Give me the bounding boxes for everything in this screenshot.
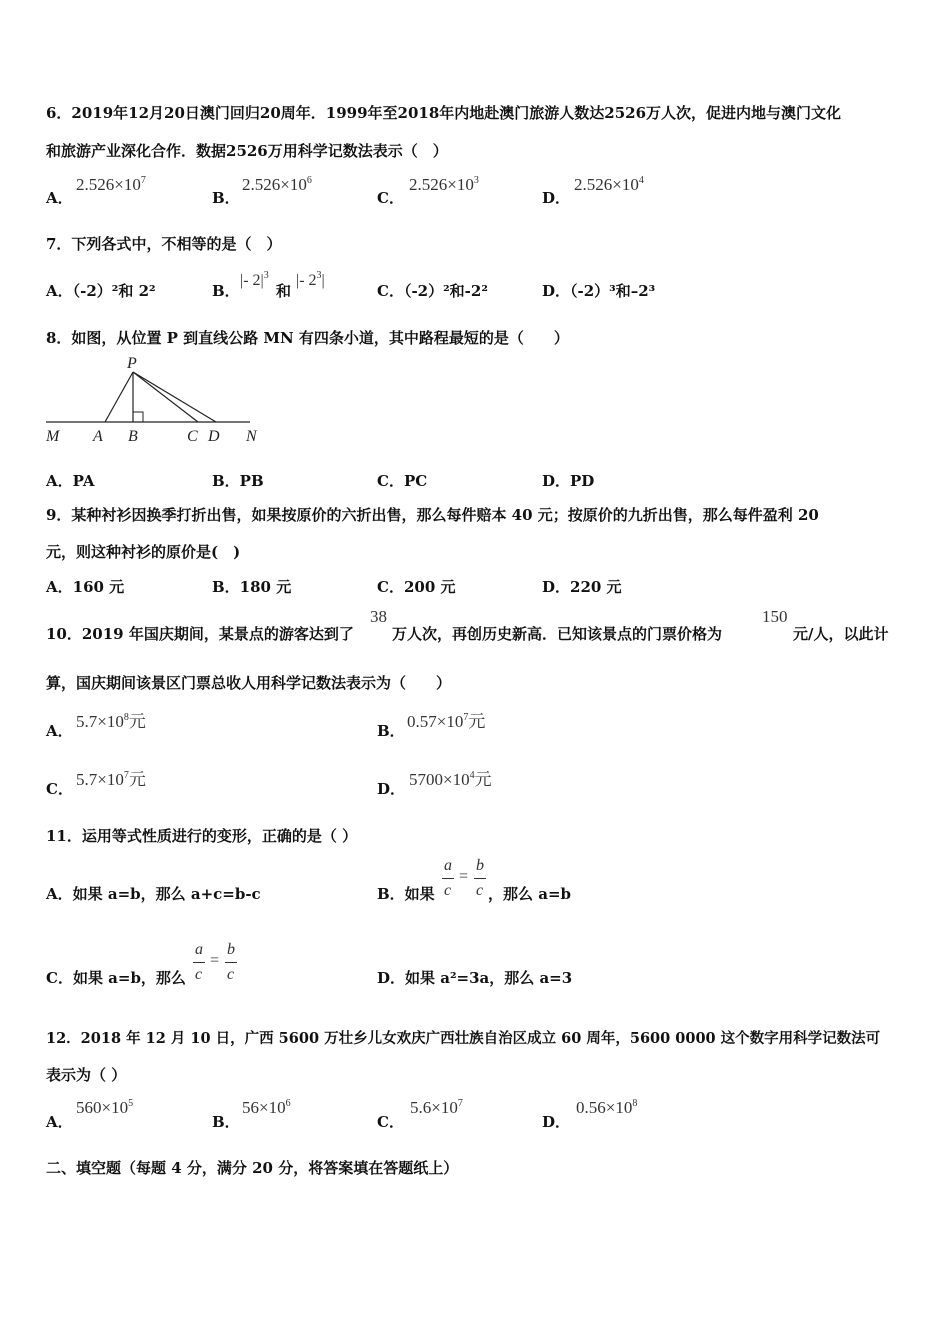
q12-option-b-label: B． <box>212 1113 240 1131</box>
point-n-label: N <box>246 428 257 445</box>
point-p-label: P <box>127 355 137 372</box>
q7-option-c: C．（-2）²和-2² <box>377 282 488 300</box>
q7-option-b-label: B． <box>212 282 240 300</box>
q8-option-c: C．PC <box>377 472 428 490</box>
q6-option-b-math: $2.526\times 10^6$ <box>242 175 312 194</box>
section-2-heading: 二、填空题（每题 4 分，满分 20 分，将答案填在答题纸上） <box>46 1159 459 1177</box>
q9-stem-line1: 9．某种衬衫因换季打折出售，如果按原价的六折出售，那么每件赔本 40 元；按原价的九折出售，那么每件盈利 20 <box>46 506 819 524</box>
q10-option-b-math: $0.57\times 10^7$元 <box>407 712 486 731</box>
q7-option-b-expr2: |- $2^3|$ <box>296 270 325 289</box>
q10-option-a-label: A． <box>46 722 73 740</box>
q11-option-c-pre: C．如果 a=b，那么 <box>46 969 186 987</box>
segment-pa <box>105 372 133 422</box>
q10-option-c-label: C． <box>46 780 73 798</box>
q11-option-c-equals: = <box>210 952 220 969</box>
q6-option-b-label: B． <box>212 189 240 207</box>
q10-stem-part2: 万人次，再创历史新高．已知该景点的门票价格为 <box>392 625 723 643</box>
q9-option-c: C．200 元 <box>377 578 456 596</box>
q11-option-b-equals: = <box>459 868 469 885</box>
q11-option-a: A．如果 a=b，那么 a+c=b-c <box>46 885 261 903</box>
q6-option-a-math: $2.526\times 10^7$ <box>76 175 146 194</box>
point-c-label: C <box>187 428 198 445</box>
q10-stem-part1: 10．2019 年国庆期间，某景点的游客达到了 <box>46 625 354 643</box>
q12-option-d-math: $0.56\times 10^8$ <box>576 1098 638 1117</box>
q8-stem: 8．如图，从位置 P 到直线公路 MN 有四条小道，其中路程最短的是（ ） <box>46 329 569 347</box>
q9-option-a: A．160 元 <box>46 578 125 596</box>
q10-option-b-label: B． <box>377 722 405 740</box>
q12-option-d-label: D． <box>542 1113 571 1131</box>
q12-stem-line2: 表示为（ ） <box>46 1066 127 1084</box>
point-a-label: A <box>93 428 103 445</box>
q11-option-b-pre: B．如果 <box>377 885 435 903</box>
q7-stem: 7．下列各式中，不相等的是（ ） <box>46 235 282 253</box>
q12-option-b-math: $56\times 10^6$ <box>242 1098 291 1117</box>
q12-option-a-math: $560\times 10^5$ <box>76 1098 134 1117</box>
q7-option-b-and: 和 <box>276 282 292 300</box>
q6-option-d-math: $2.526\times 10^4$ <box>574 175 644 194</box>
q10-visitors-number: 38 <box>370 607 387 626</box>
q10-stem-part3: 元/人，以此计 <box>793 625 889 643</box>
q6-stem-line1: 6．2019年12月20日澳门回归20周年．1999年至2018年内地赴澳门旅游人数达2526万人次，促进内地与澳门文化 <box>46 104 842 122</box>
q11-option-d: D．如果 a²=3a，那么 a=3 <box>377 969 573 987</box>
q8-figure <box>44 350 274 450</box>
q8-option-a: A．PA <box>46 472 95 490</box>
q7-option-d: D．（-2）³和–2³ <box>542 282 656 300</box>
q9-option-b: B．180 元 <box>212 578 292 596</box>
q11-stem: 11．运用等式性质进行的变形，正确的是（ ） <box>46 827 358 845</box>
point-m-label: M <box>46 428 60 445</box>
q6-option-c-math: $2.526\times 10^3$ <box>409 175 479 194</box>
q10-option-d-math: $5700\times 10^4$元 <box>409 770 492 789</box>
q7-option-a: A．（-2）²和 2² <box>46 282 156 300</box>
point-d-label: D <box>208 428 220 445</box>
q6-option-d-label: D． <box>542 189 571 207</box>
q10-option-d-label: D． <box>377 780 406 798</box>
q12-stem-line1: 12．2018 年 12 月 10 日，广西 5600 万壮乡儿女欢庆广西壮族自治区成立 60 周年，5600 0000 这个数字用科学记数法可 <box>46 1030 881 1047</box>
q6-option-a-label: A． <box>46 189 73 207</box>
segment-pd <box>133 372 216 422</box>
q12-option-c-label: C． <box>377 1113 404 1131</box>
q12-option-a-label: A． <box>46 1113 73 1131</box>
q8-option-b: B．PB <box>212 472 264 490</box>
point-b-label: B <box>128 428 138 445</box>
q10-ticket-price: 150 <box>762 607 788 626</box>
q7-option-b-expr1: |- $2|^3$ <box>240 270 269 289</box>
q9-option-d: D．220 元 <box>542 578 622 596</box>
q8-option-d: D．PD <box>542 472 595 490</box>
q6-option-c-label: C． <box>377 189 404 207</box>
q10-option-a-math: $5.7\times 10^8$元 <box>76 712 146 731</box>
right-angle-mark <box>133 412 143 422</box>
q10-stem-line2: 算，国庆期间该景区门票总收人用科学记数法表示为（ ） <box>46 674 452 692</box>
q12-option-c-math: $5.6\times 10^7$ <box>410 1098 463 1117</box>
q9-stem-line2: 元，则这种衬衫的原价是( ) <box>46 543 241 561</box>
q10-option-c-math: $5.7\times 10^7$元 <box>76 770 146 789</box>
q6-stem-line2: 和旅游产业深化合作．数据2526万用科学记数法表示（ ） <box>46 142 448 160</box>
q11-option-b-post: ，那么 a=b <box>488 885 571 903</box>
